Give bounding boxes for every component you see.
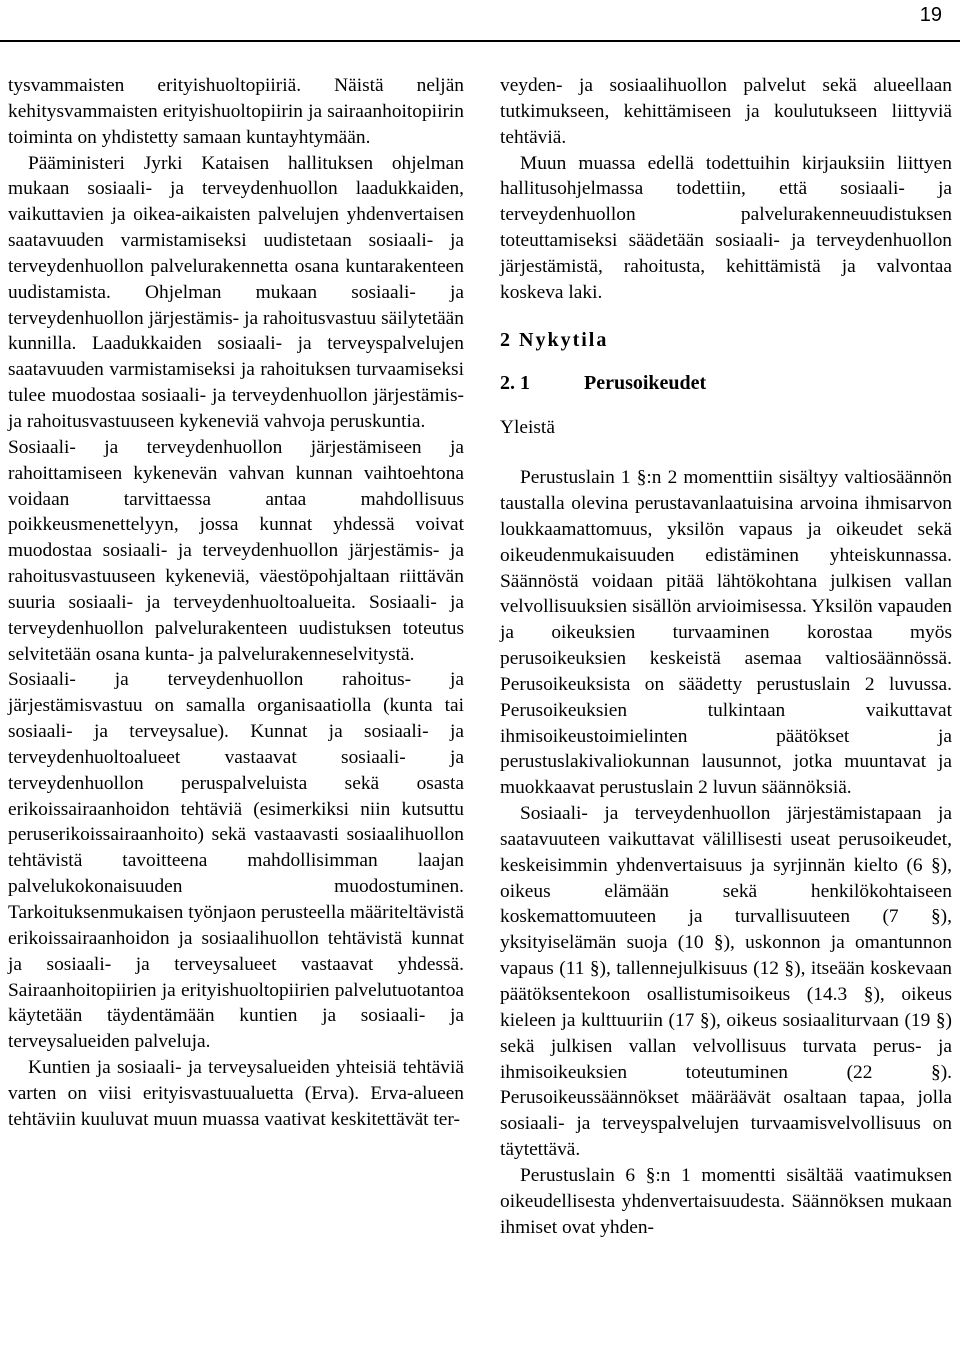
right-column xyxy=(500,73,952,1240)
paragraph: Pääministeri Jyrki Kataisen hallituksen ohjelman mukaan sosiaali- ja terveydenhuollon laadukkaiden, vaikuttavien ja oikea-aikaisten palvelujen yhdenvertaisen saatavuuden varmistamiseksi uudistetaan sosiaali- ja terveydenhuollon palvelurakennetta osana kuntarakenteen uudistamista. Ohjelman mukaan sosiaali- ja terveydenhuollon järjestämis- ja rahoitusvastuu säilytetään kunnilla. Laadukkaiden sosiaali- ja terveyspalvelujen saatavuuden varmistamiseksi ja rahoituksen turvaamiseksi tulee muodostaa sosiaali- ja terveydenhuollon järjestämis- ja rahoitusvastuuseen kykeneviä vahvoja peruskuntia. xyxy=(8,152,464,432)
paragraph: tysvammaisten erityishuoltopiiriä. Näistä neljän kehitysvammaisten erityishuoltopiirin ja sairaanhoitopiirin toiminta on yhdistetty samaan kuntayhtymään. xyxy=(8,75,464,148)
subsection-number: 2. 1 xyxy=(500,372,530,395)
paragraph: Perustuslain 6 §:n 1 momentti sisältää vaatimuksen oikeudellisesta yhdenvertaisuudesta. Säännöksen mukaan ihmiset ovat yhden- xyxy=(500,1164,952,1238)
subsection-title: Perusoikeudet xyxy=(584,372,707,395)
paragraph: Perustuslain 1 §:n 2 momenttiin sisältyy valtiosäännön taustalla olevina perustavanlaatuisina arvoina ihmisarvon loukkaamattomuus, yksilön vapaus ja oikeudet sekä oikeudenmukaisuuden edistäminen yhteiskunnassa. Säännöstä voidaan pitää lähtökohtana julkisen vallan velvollisuuksien sisällön arvioimisessa. Yksilön vapauden ja oikeuksien turvaaminen korostaa myös perusoikeuksien keskeistä asemaa valtiosäännössä. Perusoikeuksista on säädetty perustuslain 2 luvussa. Perusoikeuksien tulkintaan vaikuttavat ihmisoikeustoimielinten päätökset ja perustuslakivaliokunnan lausunnot, jotka muuntavat ja muokkaavat perustuslain 2 luvun säännöksiä. xyxy=(500,467,952,799)
paragraph: Sosiaali- ja terveydenhuollon järjestämiseen ja rahoittamiseen kykenevän vahvan kunnan vaihtoehtona voidaan tarvittaessa antaa mahdollisuus poikkeusmenettelyyn, jossa kunnat yhdessä voivat muodostaa sosiaali- ja terveydenhuollon järjestämis- ja rahoitusvastuuseen kykeneviä, väestöpohjaltaan riittävän suuria sosiaali- ja terveydenhuoltoalueita. Sosiaali- ja terveydenhuollon palvelurakenteen uudistuksen toteutus selvitetään osana kunta- ja palvelurakenneselvitystä. xyxy=(8,436,464,665)
page-number: 19 xyxy=(919,4,942,26)
section-heading: 2 Nykytila xyxy=(500,328,609,351)
header-rule xyxy=(0,40,960,42)
paragraph: Sosiaali- ja terveydenhuollon rahoitus- ja järjestämisvastuu on samalla organisaatiolla (kunta tai sosiaali- ja terveysalue). Kunnat ja sosiaali- ja terveydenhuoltoalueet vastaavat sosiaali- ja terveydenhuollon peruspalveluista sekä osasta erikoissairaanhoidon tehtäviä (esimerkiksi niin kutsuttu peruserikoissairaanhoito) sekä vastaavasti sosiaalihuollon tehtävistä tavoitteena mahdollisimman laajan palvelukokonaisuuden muodostuminen. Tarkoituksenmukaisen työnjaon perusteella määriteltävistä erikoissairaanhoidon ja sosiaalihuollon tehtävistä kunnat ja sosiaali- ja terveysalueet vastaavat yhdessä. Sairaanhoitopiirien ja erityishuoltopiirien palvelutuotantoa käytetään täydentämään kuntien ja sosiaali- ja terveysalueiden palveluja. xyxy=(8,669,464,1053)
paragraph: Muun muassa edellä todettuihin kirjauksiin liittyen hallitusohjelmassa todettiin, että sosiaali- ja terveydenhuollon palvelurakenneuudistuksen toteuttamiseksi säädetään sosiaali- ja terveydenhuollon järjestämistä, rahoitusta, kehittämistä ja valvontaa koskeva laki. xyxy=(500,152,952,303)
subsection-heading xyxy=(500,371,952,397)
left-column xyxy=(8,73,464,1133)
paragraph: Sosiaali- ja terveydenhuollon järjestämistapaan ja saatavuuteen vaikuttavat välillisesti useat perusoikeudet, keskeisimmin yhdenvertaisuus ja syrjinnän kielto (6 §), oikeus elämään sekä henkilökohtaiseen koskemattomuuteen ja turvallisuuteen (7 §), yksityiselämän suoja (10 §), uskonnon ja omantunnon vapaus (11 §), tallennejulkisuus (12 §), itseään koskevaan päätöksentekoon osallistumisoikeus (14.3 §), oikeus kieleen ja kulttuuriin (17 §), oikeus sosiaaliturvaan (19 §) sekä julkisen vallan velvollisuus turvata perus- ja ihmisoikeuksien toteutuminen (22 §). Perusoikeussäännökset määräävät osaltaan tapaa, jolla sosiaali- ja terveyspalvelujen turvaamisvelvollisuus on täytettävä. xyxy=(500,803,952,1161)
minor-heading: Yleistä xyxy=(500,417,555,439)
paragraph: Kuntien ja sosiaali- ja terveysalueiden yhteisiä tehtäviä varten on viisi erityisvastuualuetta (Erva). Erva-alueen tehtäviin kuuluvat muun muassa vaativat keskitettävät ter- xyxy=(8,1057,464,1130)
paragraph: veyden- ja sosiaalihuollon palvelut sekä alueellaan tutkimukseen, kehittämiseen ja koulutukseen liittyviä tehtäviä. xyxy=(500,75,952,148)
